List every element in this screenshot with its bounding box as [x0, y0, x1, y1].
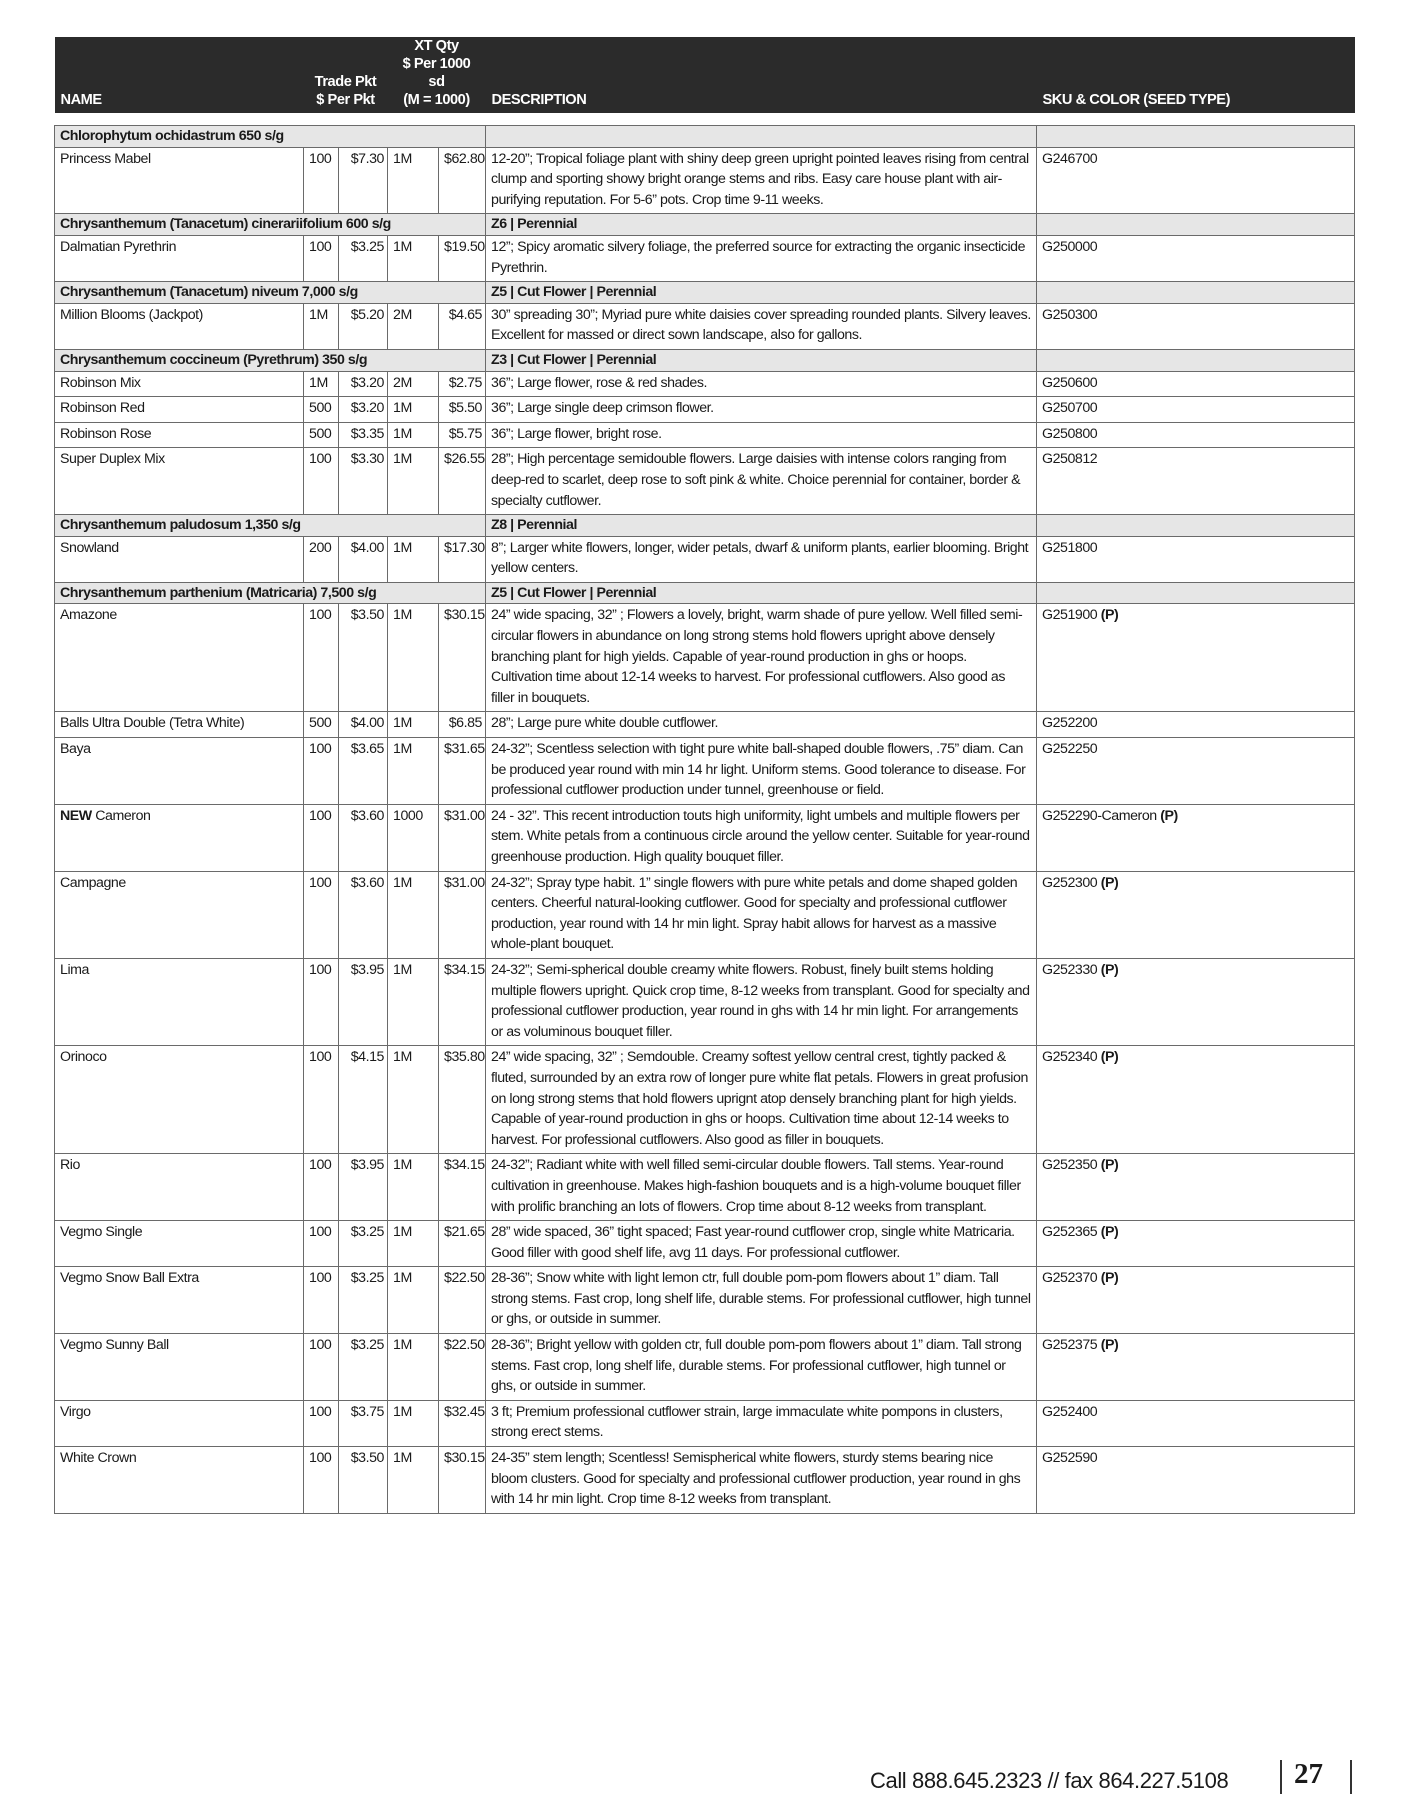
trade-pkt-price: $3.25	[339, 235, 388, 281]
sku-cell	[1037, 536, 1355, 582]
xt-qty: 1M	[388, 712, 439, 738]
variety-name-cell	[55, 1447, 304, 1514]
sku-cell	[1037, 1154, 1355, 1221]
header-trade-pkt-line1: Trade Pkt	[314, 74, 377, 90]
variety-name: Virgo	[60, 1403, 91, 1420]
sku-cell	[1037, 303, 1355, 349]
description: 28”; High percentage semidouble flowers. Large daisies with intense colors ranging from deep-red to scarlet, deep rose to soft pink & white. Choice perennial for container, border & specialty cutflower.	[486, 448, 1037, 515]
xt-price: $17.30	[439, 536, 486, 582]
xt-qty: 1M	[388, 1267, 439, 1334]
table-row	[55, 958, 1355, 1045]
variety-name: White Crown	[60, 1450, 137, 1467]
variety-name: Vegmo Single	[60, 1224, 143, 1241]
description: 36”; Large flower, bright rose.	[486, 422, 1037, 448]
description: 28” wide spaced, 36” tight spaced; Fast year-round cutflower crop, single white Matricaria. Good filler with good shelf life, avg 11 days. For professional cutflower.	[486, 1221, 1037, 1267]
variety-name-cell	[55, 397, 304, 423]
trade-pkt-price: $4.00	[339, 712, 388, 738]
description: 36”; Large single deep crimson flower.	[486, 397, 1037, 423]
description: 12-20”; Tropical foliage plant with shiny deep green upright pointed leaves rising from central clump and sporting showy bright orange stems and ribs. Easy care house plant with air-purifying reputation. For 5-6” pots. Crop time 9-11 weeks.	[486, 147, 1037, 214]
table-row	[55, 448, 1355, 515]
table-row	[55, 712, 1355, 738]
table-row	[55, 1334, 1355, 1401]
header-trade-pkt-line2: $ Per Pkt	[316, 92, 375, 108]
table-row	[55, 1400, 1355, 1446]
variety-name: Million Blooms (Jackpot)	[60, 306, 203, 323]
xt-price: $32.45	[439, 1400, 486, 1446]
species-group-row	[55, 349, 1355, 371]
table-row	[55, 738, 1355, 805]
trade-pkt-qty: 100	[304, 738, 339, 805]
species-tag	[486, 126, 1037, 148]
variety-name: Cameron	[95, 807, 151, 824]
sku-code: G252370	[1042, 1270, 1098, 1287]
trade-pkt-qty: 100	[304, 147, 339, 214]
seed-type-badge: (P)	[1100, 1270, 1119, 1287]
table-row	[55, 422, 1355, 448]
variety-name-cell	[55, 738, 304, 805]
xt-qty: 1M	[388, 1447, 439, 1514]
variety-name-cell	[55, 1400, 304, 1446]
sku-code: G250812	[1042, 451, 1098, 468]
species-sku-blank	[1037, 582, 1355, 604]
sku-cell	[1037, 871, 1355, 958]
trade-pkt-price: $3.60	[339, 871, 388, 958]
seed-type-badge: (P)	[1100, 1157, 1119, 1174]
xt-price: $5.50	[439, 397, 486, 423]
trade-pkt-qty: 100	[304, 804, 339, 871]
xt-price: $22.50	[439, 1267, 486, 1334]
species-title: Chrysanthemum parthenium (Matricaria) 7,500 s/g	[55, 582, 486, 604]
sku-code: G252350	[1042, 1157, 1098, 1174]
variety-name-cell	[55, 604, 304, 712]
variety-name-cell	[55, 422, 304, 448]
seed-price-table	[54, 37, 1355, 1514]
description: 28-36”; Snow white with light lemon ctr, full double pom-pom flowers about 1” diam. Tall strong stems. Fast crop, long shelf life, durable stems. For professional cutflower, high tunnel or ghs, or outside in summer.	[486, 1267, 1037, 1334]
table-row	[55, 1154, 1355, 1221]
sku-code: G251900	[1042, 607, 1098, 624]
table-row	[55, 147, 1355, 214]
variety-name: Dalmatian Pyrethrin	[60, 238, 177, 255]
sku-cell	[1037, 1267, 1355, 1334]
variety-name: Snowland	[60, 539, 119, 556]
xt-price: $62.80	[439, 147, 486, 214]
description: 24-32”; Semi-spherical double creamy white flowers. Robust, finely built stems holding multiple flowers upright. Quick crop time, 8-12 weeks from transplant. Good for specialty and professional cutflower production, year round in ghs with 14 hr min light. For arrangements or as voluminous bouquet filler.	[486, 958, 1037, 1045]
species-title: Chrysanthemum paludosum 1,350 s/g	[55, 515, 486, 537]
table-row	[55, 1221, 1355, 1267]
variety-name-cell	[55, 958, 304, 1045]
table-row	[55, 1447, 1355, 1514]
sku-cell	[1037, 1447, 1355, 1514]
variety-name: Vegmo Sunny Ball	[60, 1337, 169, 1354]
table-header-row	[55, 37, 1355, 113]
variety-name: Robinson Rose	[60, 425, 152, 442]
seed-type-badge: (P)	[1100, 874, 1119, 891]
trade-pkt-qty: 1M	[304, 303, 339, 349]
variety-name: Amazone	[60, 607, 117, 624]
xt-qty: 1000	[388, 804, 439, 871]
variety-name: Campagne	[60, 874, 126, 891]
description: 24” wide spacing, 32” ; Flowers a lovely, bright, warm shade of pure yellow. Well filled semi-circular flowers in abundance on long strong stems hold flowers upright above densely branching plant for high yields. Capable of year-round production in ghs or hoops. Cultivation time about 12-14 weeks to harvest. For professional cutflowers. Also good as filler in bouquets.	[486, 604, 1037, 712]
trade-pkt-price: $4.15	[339, 1046, 388, 1154]
sku-cell	[1037, 422, 1355, 448]
trade-pkt-price: $3.25	[339, 1221, 388, 1267]
variety-name-cell	[55, 1334, 304, 1401]
variety-name-cell	[55, 871, 304, 958]
variety-name-cell	[55, 804, 304, 871]
page-number: 27	[1294, 1758, 1323, 1790]
xt-qty: 1M	[388, 1334, 439, 1401]
footer-divider-left	[1280, 1760, 1282, 1794]
trade-pkt-price: $3.30	[339, 448, 388, 515]
variety-name-cell	[55, 147, 304, 214]
species-sku-blank	[1037, 282, 1355, 304]
trade-pkt-qty: 100	[304, 604, 339, 712]
sku-code: G252340	[1042, 1049, 1098, 1066]
sku-cell	[1037, 397, 1355, 423]
species-sku-blank	[1037, 515, 1355, 537]
species-sku-blank	[1037, 214, 1355, 236]
sku-cell	[1037, 1400, 1355, 1446]
xt-qty: 1M	[388, 738, 439, 805]
variety-name: Lima	[60, 961, 89, 978]
species-sku-blank	[1037, 126, 1355, 148]
sku-code: G246700	[1042, 150, 1098, 167]
description: 36”; Large flower, rose & red shades.	[486, 371, 1037, 397]
trade-pkt-qty: 500	[304, 397, 339, 423]
trade-pkt-price: $3.50	[339, 1447, 388, 1514]
trade-pkt-price: $3.20	[339, 397, 388, 423]
variety-name: Robinson Mix	[60, 374, 141, 391]
header-trade-pkt	[304, 37, 388, 113]
table-row	[55, 604, 1355, 712]
description: 8”; Larger white flowers, longer, wider petals, dwarf & uniform plants, earlier blooming. Bright yellow centers.	[486, 536, 1037, 582]
sku-code: G252330	[1042, 961, 1098, 978]
trade-pkt-price: $3.35	[339, 422, 388, 448]
table-row	[55, 1267, 1355, 1334]
seed-type-badge: (P)	[1100, 961, 1119, 978]
species-title: Chrysanthemum (Tanacetum) niveum 7,000 s/g	[55, 282, 486, 304]
variety-name: Super Duplex Mix	[60, 451, 165, 468]
trade-pkt-qty: 100	[304, 1221, 339, 1267]
xt-price: $5.75	[439, 422, 486, 448]
xt-qty: 1M	[388, 1154, 439, 1221]
sku-cell	[1037, 604, 1355, 712]
trade-pkt-qty: 100	[304, 1046, 339, 1154]
species-group-row	[55, 515, 1355, 537]
header-xt-qty-line2: $ Per 1000 sd	[402, 56, 471, 90]
sku-cell	[1037, 1221, 1355, 1267]
sku-code: G252590	[1042, 1450, 1098, 1467]
xt-qty: 1M	[388, 958, 439, 1045]
price-list-sheet	[54, 37, 1354, 1514]
sku-cell	[1037, 712, 1355, 738]
sku-cell	[1037, 1334, 1355, 1401]
sku-code: G252375	[1042, 1337, 1098, 1354]
species-tag: Z6 | Perennial	[486, 214, 1037, 236]
xt-price: $31.00	[439, 804, 486, 871]
variety-name-cell	[55, 1221, 304, 1267]
trade-pkt-price: $4.00	[339, 536, 388, 582]
sku-cell	[1037, 147, 1355, 214]
variety-name: Vegmo Snow Ball Extra	[60, 1270, 199, 1287]
description: 24-32”; Scentless selection with tight pure white ball-shaped double flowers, .75” diam. Can be produced year round with min 14 hr light. Uniform stems. Good tolerance to disease. For professional cutflower production under tunnel, greenhouse or field.	[486, 738, 1037, 805]
sku-code: G252290-Cameron	[1042, 807, 1157, 824]
variety-name-cell	[55, 1154, 304, 1221]
seed-type-badge: (P)	[1100, 1224, 1119, 1241]
trade-pkt-price: $3.60	[339, 804, 388, 871]
table-row	[55, 871, 1355, 958]
contact-line: Call 888.645.2323 // fax 864.227.5108	[870, 1768, 1229, 1793]
xt-price: $35.80	[439, 1046, 486, 1154]
sku-code: G252250	[1042, 741, 1098, 758]
table-row	[55, 536, 1355, 582]
sku-code: G250800	[1042, 425, 1098, 442]
xt-price: $31.65	[439, 738, 486, 805]
variety-name-cell	[55, 1267, 304, 1334]
description: 24” wide spacing, 32” ; Semdouble. Creamy softest yellow central crest, tightly packed & fluted, surrounded by an extra row of longer pure white flat petals. Flowers in great profusion on long strong stems that hold flowers uprignt atop densely branching plant for high yields. Capable of year-round production in ghs or hoops. Cultivation time about 12-14 weeks to harvest. For professional cutflowers. Also good as filler in bouquets.	[486, 1046, 1037, 1154]
variety-name-cell	[55, 536, 304, 582]
sku-code: G250000	[1042, 238, 1098, 255]
trade-pkt-qty: 100	[304, 871, 339, 958]
variety-name: Baya	[60, 741, 91, 758]
description: 12”; Spicy aromatic silvery foliage, the preferred source for extracting the organic insecticide Pyrethrin.	[486, 235, 1037, 281]
variety-name-cell	[55, 235, 304, 281]
header-xt-qty-line3: (M = 1000)	[403, 92, 470, 108]
header-name: NAME	[55, 37, 304, 113]
new-badge: NEW	[60, 807, 92, 824]
species-group-row	[55, 126, 1355, 148]
species-tag: Z5 | Cut Flower | Perennial	[486, 582, 1037, 604]
sku-code: G252365	[1042, 1224, 1098, 1241]
header-sku: SKU & COLOR (SEED TYPE)	[1037, 37, 1355, 113]
xt-price: $21.65	[439, 1221, 486, 1267]
xt-price: $30.15	[439, 604, 486, 712]
trade-pkt-price: $3.50	[339, 604, 388, 712]
species-title: Chrysanthemum coccineum (Pyrethrum) 350 s/g	[55, 349, 486, 371]
variety-name: Robinson Red	[60, 400, 145, 417]
trade-pkt-price: $3.25	[339, 1334, 388, 1401]
table-row	[55, 804, 1355, 871]
xt-qty: 1M	[388, 397, 439, 423]
variety-name-cell	[55, 448, 304, 515]
xt-price: $19.50	[439, 235, 486, 281]
table-row	[55, 235, 1355, 281]
trade-pkt-price: $3.25	[339, 1267, 388, 1334]
page-footer	[800, 1760, 1360, 1810]
description: 24 - 32”. This recent introduction touts high uniformity, light umbels and multiple flowers per stem. White petals from a continuous circle around the yellow center. Suitable for year-round greenhouse production. High quality bouquet filler.	[486, 804, 1037, 871]
xt-qty: 1M	[388, 536, 439, 582]
variety-name: Princess Mabel	[60, 150, 151, 167]
sku-cell	[1037, 738, 1355, 805]
species-title: Chrysanthemum (Tanacetum) cinerariifolium 600 s/g	[55, 214, 486, 236]
sku-cell	[1037, 371, 1355, 397]
trade-pkt-qty: 100	[304, 958, 339, 1045]
trade-pkt-qty: 1M	[304, 371, 339, 397]
trade-pkt-price: $5.20	[339, 303, 388, 349]
description: 28”; Large pure white double cutflower.	[486, 712, 1037, 738]
trade-pkt-price: $3.20	[339, 371, 388, 397]
description: 30” spreading 30”; Myriad pure white daisies cover spreading rounded plants. Silvery leaves. Excellent for massed or direct sown landscape, also for gallons.	[486, 303, 1037, 349]
xt-price: $31.00	[439, 871, 486, 958]
xt-qty: 1M	[388, 871, 439, 958]
species-tag: Z3 | Cut Flower | Perennial	[486, 349, 1037, 371]
trade-pkt-price: $3.95	[339, 1154, 388, 1221]
xt-qty: 1M	[388, 235, 439, 281]
table-row	[55, 1046, 1355, 1154]
description: 3 ft; Premium professional cutflower strain, large immaculate white pompons in clusters, strong erect stems.	[486, 1400, 1037, 1446]
xt-qty: 2M	[388, 303, 439, 349]
xt-qty: 1M	[388, 1221, 439, 1267]
trade-pkt-qty: 100	[304, 1267, 339, 1334]
trade-pkt-price: $7.30	[339, 147, 388, 214]
xt-price: $26.55	[439, 448, 486, 515]
table-row	[55, 371, 1355, 397]
xt-qty: 1M	[388, 448, 439, 515]
species-group-row	[55, 214, 1355, 236]
species-group-row	[55, 582, 1355, 604]
seed-type-badge: (P)	[1100, 1337, 1119, 1354]
sku-code: G250700	[1042, 400, 1098, 417]
xt-qty: 1M	[388, 1046, 439, 1154]
species-group-row	[55, 282, 1355, 304]
variety-name-cell	[55, 712, 304, 738]
species-tag: Z5 | Cut Flower | Perennial	[486, 282, 1037, 304]
xt-qty: 1M	[388, 422, 439, 448]
description: 24-32”; Radiant white with well filled semi-circular double flowers. Tall stems. Year-round cultivation in greenhouse. Makes high-fashion bouquets and is a high-volume bouquet filler with prolific branching an lots of flowers. Crop time about 8-12 weeks from transplant.	[486, 1154, 1037, 1221]
trade-pkt-qty: 100	[304, 1154, 339, 1221]
sku-cell	[1037, 1046, 1355, 1154]
description: 24-32”; Spray type habit. 1” single flowers with pure white petals and dome shaped golden centers. Cheerful natural-looking cutflower. Good for specialty and professional cutflower production, year round with 14 hr min light. Spray habit allows for harvest as a massive whole-plant bouquet.	[486, 871, 1037, 958]
variety-name: Balls Ultra Double (Tetra White)	[60, 715, 245, 732]
variety-name-cell	[55, 303, 304, 349]
table-body	[55, 126, 1355, 1514]
species-tag: Z8 | Perennial	[486, 515, 1037, 537]
sku-code: G252200	[1042, 715, 1098, 732]
trade-pkt-price: $3.95	[339, 958, 388, 1045]
description: 28-36”; Bright yellow with golden ctr, full double pom-pom flowers about 1” diam. Tall strong stems. Fast crop, long shelf life, durable stems. For professional cutflower, high tunnel or ghs, or outside in summer.	[486, 1334, 1037, 1401]
trade-pkt-qty: 200	[304, 536, 339, 582]
species-title: Chlorophytum ochidastrum 650 s/g	[55, 126, 486, 148]
sku-code: G252400	[1042, 1403, 1098, 1420]
xt-price: $30.15	[439, 1447, 486, 1514]
header-xt-qty-line1: XT Qty	[414, 38, 459, 54]
variety-name-cell	[55, 1046, 304, 1154]
xt-price: $6.85	[439, 712, 486, 738]
sku-cell	[1037, 235, 1355, 281]
trade-pkt-qty: 500	[304, 712, 339, 738]
trade-pkt-qty: 500	[304, 422, 339, 448]
variety-name: Rio	[60, 1157, 80, 1174]
xt-price: $34.15	[439, 958, 486, 1045]
trade-pkt-qty: 100	[304, 1334, 339, 1401]
seed-type-badge: (P)	[1100, 607, 1119, 624]
xt-price: $34.15	[439, 1154, 486, 1221]
footer-divider-right	[1350, 1760, 1352, 1794]
xt-qty: 2M	[388, 371, 439, 397]
seed-type-badge: (P)	[1100, 1049, 1119, 1066]
variety-name-cell	[55, 371, 304, 397]
sku-code: G250600	[1042, 374, 1098, 391]
trade-pkt-qty: 100	[304, 235, 339, 281]
seed-type-badge: (P)	[1160, 807, 1178, 824]
trade-pkt-qty: 100	[304, 448, 339, 515]
species-sku-blank	[1037, 349, 1355, 371]
header-description: DESCRIPTION	[486, 37, 1037, 113]
header-xt-qty	[388, 37, 486, 113]
xt-qty: 1M	[388, 604, 439, 712]
trade-pkt-price: $3.65	[339, 738, 388, 805]
sku-cell	[1037, 958, 1355, 1045]
sku-cell	[1037, 804, 1355, 871]
xt-price: $2.75	[439, 371, 486, 397]
xt-qty: 1M	[388, 1400, 439, 1446]
trade-pkt-price: $3.75	[339, 1400, 388, 1446]
variety-name: Orinoco	[60, 1049, 107, 1066]
table-row	[55, 397, 1355, 423]
table-row	[55, 303, 1355, 349]
sku-code: G252300	[1042, 874, 1101, 891]
xt-price: $4.65	[439, 303, 486, 349]
sku-code: G251800	[1042, 539, 1098, 556]
sku-code: G250300	[1042, 306, 1098, 323]
sku-cell	[1037, 448, 1355, 515]
xt-qty: 1M	[388, 147, 439, 214]
xt-price: $22.50	[439, 1334, 486, 1401]
trade-pkt-qty: 100	[304, 1400, 339, 1446]
trade-pkt-qty: 100	[304, 1447, 339, 1514]
description: 24-35” stem length; Scentless! Semispherical white flowers, sturdy stems bearing nice bloom clusters. Good for specialty and professional cutflower production, year round in ghs with 14 hr min light. Crop time 8-12 weeks from transplant.	[486, 1447, 1037, 1514]
